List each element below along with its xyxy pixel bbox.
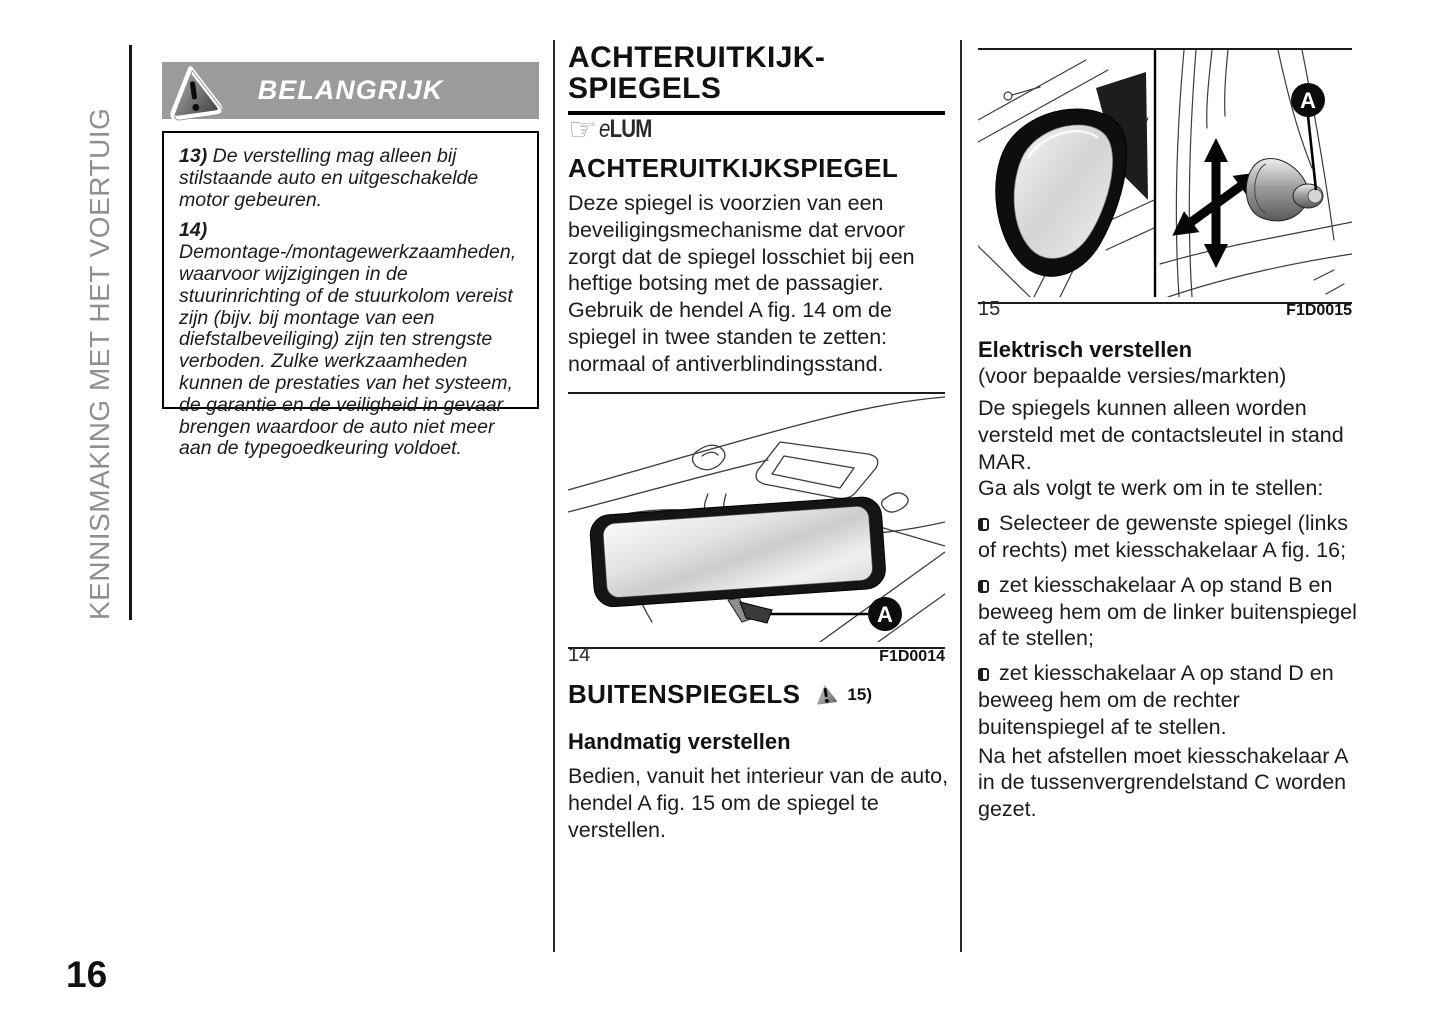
page-title-line2: SPIEGELS [568, 72, 722, 105]
important-banner [162, 62, 539, 119]
important-banner-label: BELANGRIJK [257, 75, 444, 105]
column-divider [960, 40, 962, 952]
square-bullet-icon [978, 518, 989, 531]
elum-logo-lum: LUM [609, 114, 652, 143]
figure-15-caption [978, 298, 1352, 321]
rearview-mirror-paragraph: Deze spiegel is voorzien van een beveiligingsmechanisme dat ervoor zorgt dat de spiegel losschiet bij een heftige botsing met de passagier. Gebruik de hendel A fig. 14 om de spiegel in twee standen te zetten: normaal of antiverblindingsstand. [568, 191, 915, 376]
electric-bullet-2-text: zet kiesschakelaar A op stand B en beweeg hem om de linker buitenspiegel af te stellen; [978, 572, 1357, 651]
page-number: 16 [66, 954, 108, 995]
column-divider [553, 40, 555, 952]
sidebar-rule [129, 45, 132, 620]
warning-note-reference: 15) [847, 684, 872, 704]
electric-closing-paragraph: Na het afstellen moet kiesschakelaar A in de tussenvergrendelstand C worden gezet. [978, 743, 1348, 822]
chapter-vertical-label: KENNISMAKING MET HET VOERTUIG [84, 107, 115, 620]
outside-mirrors-heading-row [568, 679, 872, 710]
figure-14-number: 14 [568, 644, 591, 666]
figure-14-frame [568, 392, 945, 649]
electric-adjust-body [978, 395, 1358, 823]
elum-reference [568, 110, 663, 148]
figure-14-callout-label: A [877, 602, 893, 627]
page-title-line1: ACHTERUITKIJK- [568, 41, 826, 74]
warning-triangle-icon [812, 680, 840, 707]
electric-adjust-subheading: (voor bepaalde versies/markten) [978, 364, 1287, 388]
figure-14-caption [568, 644, 945, 667]
electric-bullet-3-text: zet kiesschakelaar A op stand D en beweeg hem om de rechter buitenspiegel af te stellen. [978, 661, 1334, 739]
electric-adjust-heading: Elektrisch verstellen [978, 337, 1193, 362]
manual-adjust-heading: Handmatig verstellen [568, 729, 791, 754]
square-bullet-icon [978, 668, 989, 681]
figure-14-code: F1D0014 [879, 648, 945, 665]
warning-note-14 [179, 220, 523, 460]
electric-paragraph-2: Ga als volgt te werk om in te stellen: [978, 476, 1324, 501]
electric-bullet-2 [978, 572, 1358, 652]
elum-logo-e: e [598, 114, 610, 143]
warning-triangle-icon [165, 63, 223, 121]
warning-note-number: 13) [179, 145, 208, 167]
elum-logo [599, 115, 652, 144]
warning-note-text: De verstelling mag alleen bij stilstaande auto en uitgeschakelde motor gebeuren. [179, 145, 479, 211]
warning-notes-box [162, 131, 539, 460]
figure-15-illustration [978, 50, 1352, 297]
figure-15-code: F1D0015 [1286, 302, 1352, 319]
rearview-mirror-heading: ACHTERUITKIJKSPIEGEL [568, 153, 899, 183]
figure-15-callout-label: A [1300, 88, 1316, 113]
square-bullet-icon [978, 580, 989, 593]
pointing-hand-icon: ☞ [568, 110, 597, 148]
electric-bullet-1-text: Selecteer de gewenste spiegel (links of rechts) met kiesschakelaar A fig. 16; [978, 511, 1348, 562]
electric-bullet-3 [978, 660, 1358, 740]
electric-paragraph-1: De spiegels kunnen alleen worden versteld met de contactsleutel in stand MAR. [978, 396, 1344, 474]
figure-14-illustration [568, 394, 945, 642]
figure-15-number: 15 [978, 298, 1001, 320]
warning-note-text: Demontage-/montagewerkzaamheden, waarvoor wijzigingen in de stuurinrichting of de stuurkolom vereist zijn (bijv. bij montage van een diefstalbeveiliging) zijn ten strengste verboden. Zulke werkzaamheden kunnen de prestaties van het systeem, de garantie en de veiligheid in gevaar brengen waardoor de auto niet meer aan de typegoedkeuring voldoet. [179, 241, 517, 460]
outside-mirrors-heading: BUITENSPIEGELS [568, 679, 801, 709]
warning-note-number: 14) [179, 219, 208, 242]
figure-15-frame [978, 48, 1352, 304]
manual-adjust-paragraph: Bedien, vanuit het interieur van de auto, hendel A fig. 15 om de spiegel te verstellen. [568, 764, 949, 842]
page-title [568, 42, 945, 115]
warning-note-13 [179, 146, 523, 211]
electric-bullet-1 [978, 510, 1358, 564]
